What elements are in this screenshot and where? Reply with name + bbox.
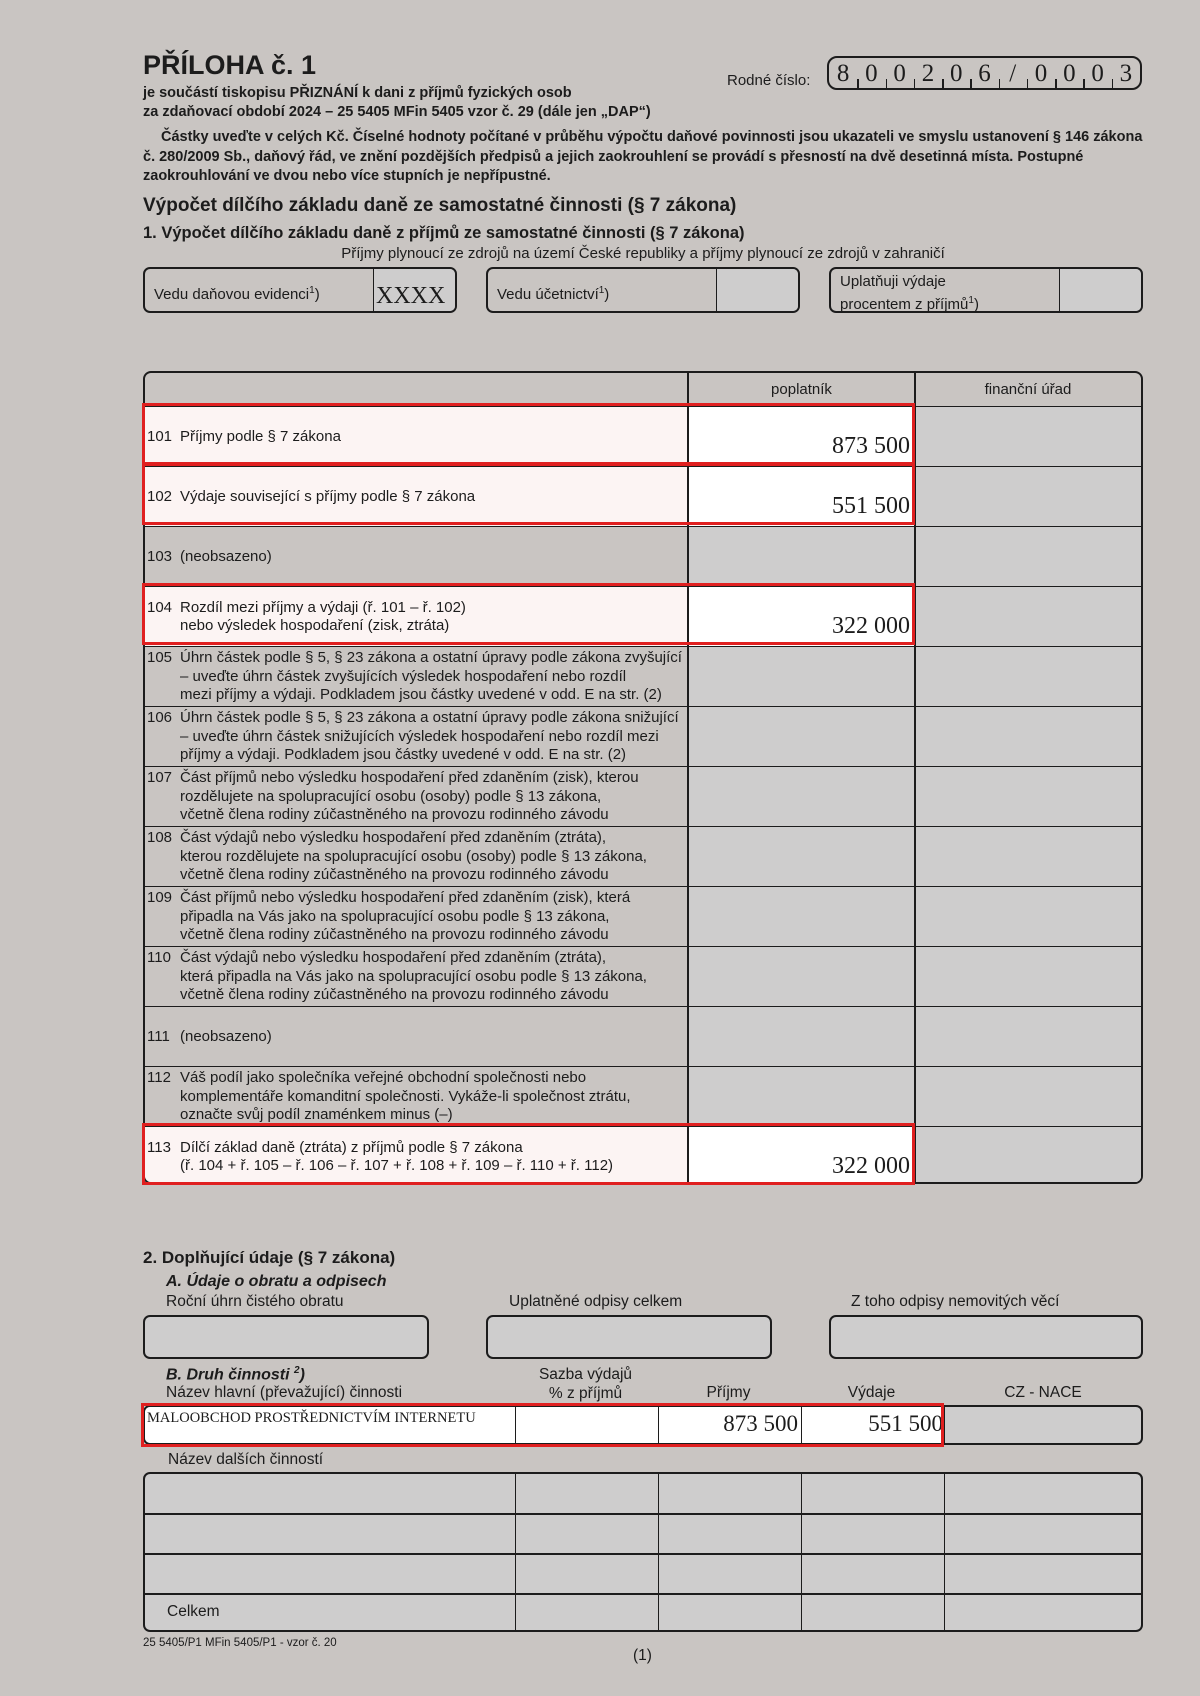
- option-evidence-close: ): [314, 286, 320, 303]
- row-number: 107: [147, 769, 173, 787]
- row-label-line: mezi příjmy a výdaji. Podkladem jsou částky uvedené v odd. E na str. (2): [180, 686, 662, 704]
- table-row: [145, 826, 1141, 886]
- row-105-label: [180, 649, 820, 705]
- label-prijmy: Příjmy: [706, 1384, 751, 1401]
- rodne-cislo-divider: [942, 79, 944, 88]
- divider: [687, 373, 689, 1182]
- section-2b-sup: 2: [294, 1365, 300, 1376]
- row-number: 113: [147, 1138, 171, 1156]
- row-109-urad-field: [915, 887, 1141, 946]
- main-activity-nace-field[interactable]: [944, 1407, 1141, 1443]
- row-104-value: 322 000: [832, 613, 910, 639]
- row-label-line: (neobsazeno): [180, 547, 272, 565]
- section-title: Výpočet dílčího základu daně ze samostatné činnosti (§ 7 zákona): [143, 195, 737, 216]
- row-101-label: [180, 428, 820, 447]
- subsection-1-note: Příjmy plynoucí ze zdrojů na území České republiky a příjmy plynoucí ze zdrojů v zahraničí: [341, 245, 945, 262]
- table-row: [145, 886, 1141, 946]
- rocni-obrat-field[interactable]: [143, 1315, 429, 1359]
- option-evidence-label: Vedu daňovou evidenci: [154, 286, 310, 303]
- main-activity-income-field[interactable]: [658, 1407, 802, 1443]
- row-label-line: (neobsazeno): [180, 1027, 272, 1045]
- row-number: 109: [147, 889, 173, 907]
- rodne-cislo-divider: [1112, 79, 1114, 88]
- option-danova-evidence: [143, 267, 457, 313]
- intro-text: Částky uveďte v celých Kč. Číselné hodnoty počítané v průběhu výpočtu daňové povinnosti jsou ukazateli ve smyslu ustanovení § 146 zákona č. 280/2009 Sb., daňový řád, ve znění pozdějších předpisů a jejich zaokrouhlení se provádí s přesností na dvě desetinná místa. Postupné zaokrouhlování ve dvou nebo více stupních je nepřípustné.: [143, 129, 1143, 184]
- divider: [145, 1513, 1141, 1515]
- row-number: 110: [147, 949, 171, 967]
- option-ucetnictvi-close: ): [604, 286, 610, 303]
- rodne-cislo-char: 0: [1034, 60, 1048, 87]
- main-activity-expense: 551 500: [868, 1411, 943, 1436]
- row-107-urad-field: [915, 767, 1141, 826]
- table-row: [145, 1006, 1141, 1066]
- label-sazba-line-2: % z příjmů: [548, 1385, 623, 1402]
- divider: [145, 1593, 1141, 1595]
- option-procentem-close: ): [973, 296, 979, 313]
- row-label-line: Část příjmů nebo výsledku hospodaření před zdaněním (zisk), která: [180, 889, 631, 907]
- row-number: 108: [147, 829, 173, 847]
- rodne-cislo-divider: [914, 79, 916, 88]
- option-procentem-sup: 1: [968, 295, 974, 306]
- rodne-cislo-char: 0: [893, 60, 906, 87]
- row-label-line: včetně člena rodiny zúčastněného na provozu rodinného závodu: [180, 926, 609, 944]
- row-101-urad-field: [915, 407, 1141, 466]
- divider: [515, 1474, 516, 1630]
- table-row: [145, 526, 1141, 586]
- row-label-line: Dílčí základ daně (ztráta) z příjmů podle § 7 zákona: [180, 1138, 523, 1156]
- main-activity-rate-field[interactable]: [515, 1407, 659, 1443]
- row-111-urad-field: [915, 1007, 1141, 1066]
- row-label-line: Část výdajů nebo výsledku hospodaření před zdaněním (ztráta),: [180, 829, 607, 847]
- label-hlavni-cinnost: Název hlavní (převažující) činnosti: [166, 1384, 403, 1401]
- option-evidence-mark: XXXX: [376, 283, 446, 309]
- row-112-label: [180, 1069, 820, 1125]
- table-row: [145, 766, 1141, 826]
- col-header-financni-urad: finanční úřad: [984, 381, 1072, 398]
- row-label-line: Výdaje související s příjmy podle § 7 zákona: [180, 487, 476, 505]
- rodne-cislo-divider: [1027, 79, 1029, 88]
- divider: [801, 1474, 802, 1630]
- divider: [944, 1474, 945, 1630]
- table-row: [145, 706, 1141, 766]
- label-cz-nace: CZ - NACE: [1004, 1384, 1082, 1401]
- table-row: [145, 946, 1141, 1006]
- rodne-cislo-char: 0: [1063, 60, 1076, 87]
- main-table: [143, 371, 1143, 1184]
- row-110-urad-field: [915, 947, 1141, 1006]
- table-row: [145, 1126, 1141, 1184]
- row-number: 105: [147, 649, 173, 667]
- label-celkem: Celkem: [167, 1603, 220, 1620]
- row-113-value: 322 000: [832, 1153, 910, 1179]
- section-2b-title: [166, 1365, 305, 1384]
- row-113-urad-field: [915, 1127, 1141, 1184]
- row-label-line: která připadla na Vás jako na spolupracující osobu podle § 13 zákona,: [180, 967, 647, 985]
- row-number: 101: [147, 427, 173, 445]
- row-label-line: rozdělujete na spolupracující osobu (osoby) podle § 13 zákona,: [180, 787, 602, 805]
- odpisy-nemovitosti-field[interactable]: [829, 1315, 1143, 1359]
- label-dalsi-cinnosti: Název dalších činností: [168, 1451, 324, 1468]
- subsection-1-title: 1. Výpočet dílčího základu daně z příjmů ze samostatné činnosti (§ 7 zákona): [143, 224, 745, 242]
- header-line-2: za zdaňovací období 2024 – 25 5405 MFin 5405 vzor č. 29 (dále jen „DAP“): [143, 104, 651, 120]
- rodne-cislo-char: 0: [865, 60, 878, 87]
- rodne-cislo-char: 3: [1119, 60, 1133, 87]
- row-102-label: [180, 488, 820, 507]
- rodne-cislo-field[interactable]: [827, 56, 1142, 90]
- other-activities-table: [143, 1472, 1143, 1632]
- row-102-urad-field: [915, 467, 1141, 526]
- row-number: 104: [147, 598, 173, 616]
- rodne-cislo-divider: [886, 79, 888, 88]
- row-label-line: Váš podíl jako společníka veřejné obchodní společnosti nebo: [180, 1069, 587, 1087]
- main-activity-row: [143, 1405, 1143, 1445]
- row-label-line: včetně člena rodiny zúčastněného na provozu rodinného závodu: [180, 986, 609, 1004]
- divider: [145, 1553, 1141, 1555]
- rodne-cislo-char: /: [1009, 60, 1017, 87]
- label-rocni-obrat: Roční úhrn čistého obratu: [166, 1293, 344, 1310]
- option-procentem-label-1: Uplatňuji výdaje: [840, 273, 946, 290]
- table-row: [145, 466, 1141, 526]
- divider: [658, 1474, 659, 1630]
- row-111-label: [180, 1028, 820, 1047]
- rodne-cislo-divider: [970, 79, 972, 88]
- row-label-line: Úhrn částek podle § 5, § 23 zákona a ostatní úpravy podle zákona snižující: [180, 709, 679, 727]
- table-row: [145, 586, 1141, 646]
- row-number: 102: [147, 487, 173, 505]
- row-104-label: [180, 599, 820, 636]
- row-label-line: – uveďte úhrn částek zvyšujících výsledek hospodaření nebo rozdíl: [180, 667, 627, 685]
- page-number: (1): [633, 1647, 652, 1664]
- row-number: 103: [147, 547, 173, 565]
- row-110-label: [180, 949, 820, 1005]
- row-label-line: Rozdíl mezi příjmy a výdaji (ř. 101 – ř. 102): [180, 598, 466, 616]
- row-103-label: [180, 548, 820, 567]
- section-2b-close: ): [299, 1366, 305, 1384]
- option-ucetnictvi: [486, 267, 800, 313]
- option-procentem-checkbox[interactable]: [1059, 269, 1141, 311]
- row-105-urad-field: [915, 647, 1141, 706]
- rodne-cislo-char: 6: [978, 60, 991, 87]
- rodne-cislo-char: 0: [1091, 60, 1104, 87]
- label-sazba-line-1: Sazba výdajů: [538, 1366, 633, 1383]
- row-104-urad-field: [915, 587, 1141, 646]
- rodne-cislo-label: Rodné číslo:: [727, 72, 811, 89]
- row-label-line: kterou rozdělujete na spolupracující osobu (osoby) podle § 13 zákona,: [180, 847, 647, 865]
- section-2b-title-text: B. Druh činnosti: [166, 1366, 290, 1384]
- rodne-cislo-divider: [1055, 79, 1057, 88]
- main-activity-expense-field[interactable]: [801, 1407, 945, 1443]
- rodne-cislo-divider: [1083, 79, 1085, 88]
- header-line-1: je součástí tiskopisu PŘIZNÁNÍ k dani z příjmů fyzických osob: [143, 85, 572, 101]
- row-label-line: komplementáře komanditní společnosti. Vykáže-li společnost ztrátu,: [180, 1087, 631, 1105]
- main-activity-name-field[interactable]: [145, 1407, 515, 1443]
- row-label-line: Část výdajů nebo výsledku hospodaření před zdaněním (ztráta),: [180, 949, 607, 967]
- row-label-line: připadla na Vás jako na spolupracující osobu podle § 13 zákona,: [180, 907, 610, 925]
- label-odpisy-nemovitosti: Z toho odpisy nemovitých věcí: [851, 1293, 1060, 1310]
- row-113-label: [180, 1139, 820, 1176]
- row-108-label: [180, 829, 820, 885]
- row-label-line: příjmy a výdaji. Podkladem jsou částky uvedené v odd. E na str. (2): [180, 746, 627, 764]
- section-2-title: 2. Doplňující údaje (§ 7 zákona): [143, 1248, 396, 1267]
- row-108-urad-field: [915, 827, 1141, 886]
- section-2a-title: A. Údaje o obratu a odpisech: [166, 1273, 387, 1290]
- rodne-cislo-char: 2: [921, 60, 935, 87]
- label-sazba-vydaju: [514, 1365, 657, 1403]
- table-row: [145, 1066, 1141, 1126]
- option-procentem: [829, 267, 1143, 313]
- option-evidence-checkbox[interactable]: [373, 269, 455, 311]
- label-odpisy-celkem: Uplatněné odpisy celkem: [509, 1293, 683, 1310]
- option-ucetnictvi-label: Vedu účetnictví: [497, 286, 599, 303]
- row-103-urad-field: [915, 527, 1141, 586]
- page-title: PŘÍLOHA č. 1: [143, 50, 317, 80]
- row-number: 112: [147, 1069, 171, 1087]
- row-101-value: 873 500: [832, 433, 910, 459]
- row-label-line: včetně člena rodiny zúčastněného na provozu rodinného závodu: [180, 866, 609, 884]
- row-label-line: Příjmy podle § 7 zákona: [180, 427, 341, 445]
- footer-code: 25 5405/P1 MFin 5405/P1 - vzor č. 20: [143, 1637, 337, 1649]
- option-evidence-sup: 1: [309, 285, 315, 296]
- row-number: 106: [147, 709, 173, 727]
- main-activity-name: MALOOBCHOD PROSTŘEDNICTVÍM INTERNETU: [147, 1410, 476, 1426]
- main-activity-income: 873 500: [723, 1411, 798, 1436]
- option-ucetnictvi-sup: 1: [598, 285, 605, 296]
- row-label-line: Část příjmů nebo výsledku hospodaření před zdaněním (zisk), kterou: [180, 769, 639, 787]
- odpisy-celkem-field[interactable]: [486, 1315, 772, 1359]
- row-109-label: [180, 889, 820, 945]
- row-number: 111: [147, 1027, 170, 1045]
- rodne-cislo-divider: [999, 79, 1001, 88]
- row-label-line: nebo výsledek hospodaření (zisk, ztráta): [180, 617, 450, 634]
- option-ucetnictvi-checkbox[interactable]: [716, 269, 798, 311]
- row-106-urad-field: [915, 707, 1141, 766]
- label-vydaje: Výdaje: [847, 1384, 896, 1401]
- divider: [914, 373, 916, 1182]
- row-label-line: – uveďte úhrn částek snižujících výsledek hospodaření nebo rozdíl mezi: [180, 727, 659, 745]
- rodne-cislo-divider: [857, 79, 859, 88]
- option-procentem-label-2: procentem z příjmů: [840, 296, 969, 313]
- table-row: [145, 406, 1141, 466]
- row-102-value: 551 500: [832, 493, 910, 519]
- table-row: [145, 646, 1141, 706]
- row-106-label: [180, 709, 820, 765]
- row-label-line: (ř. 104 + ř. 105 – ř. 106 – ř. 107 + ř. 108 + ř. 109 – ř. 110 + ř. 112): [180, 1157, 614, 1174]
- row-label-line: označte svůj podíl znaménkem minus (–): [180, 1106, 453, 1124]
- row-107-label: [180, 769, 820, 825]
- row-label-line: Úhrn částek podle § 5, § 23 zákona a ostatní úpravy podle zákona zvyšující: [180, 649, 682, 667]
- rodne-cislo-char: 0: [949, 60, 963, 87]
- row-112-urad-field: [915, 1067, 1141, 1126]
- row-label-line: včetně člena rodiny zúčastněného na provozu rodinného závodu: [180, 806, 609, 824]
- rodne-cislo-char: 8: [836, 60, 850, 87]
- col-header-poplatnik: poplatník: [771, 381, 832, 398]
